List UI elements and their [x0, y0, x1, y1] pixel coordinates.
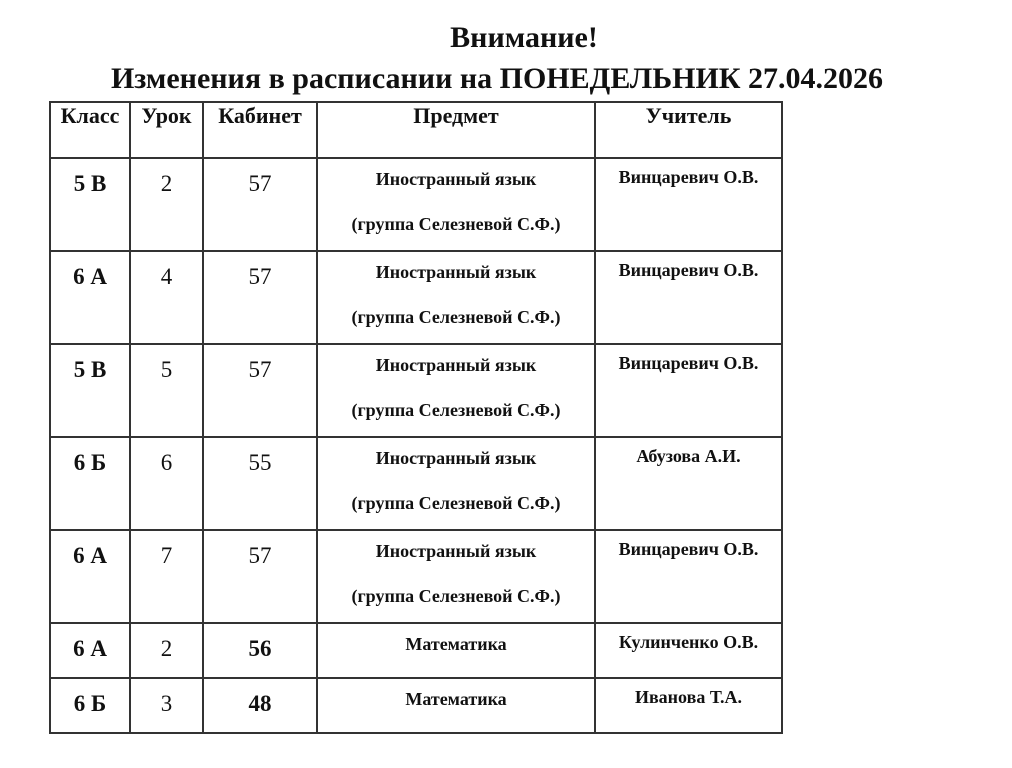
table-row	[50, 678, 782, 733]
table-row	[50, 158, 782, 251]
cell-class: 6 Б	[50, 678, 130, 733]
cell-subject	[317, 344, 595, 437]
cell-teacher: Абузова А.И.	[595, 437, 782, 530]
cell-room: 56	[203, 623, 317, 678]
cell-lesson: 7	[130, 530, 203, 623]
table-row	[50, 437, 782, 530]
cell-teacher: Кулинченко О.В.	[595, 623, 782, 678]
subject-group: (группа Селезневой С.Ф.)	[351, 307, 561, 327]
subject-group: (группа Селезневой С.Ф.)	[351, 400, 561, 420]
cell-teacher: Винцаревич О.В.	[595, 530, 782, 623]
cell-subject	[317, 437, 595, 530]
cell-class: 5 В	[50, 344, 130, 437]
table-row	[50, 530, 782, 623]
table-header-row	[50, 102, 782, 158]
subject-name: Иностранный язык	[375, 541, 537, 561]
cell-room: 48	[203, 678, 317, 733]
header-subject: Предмет	[317, 102, 595, 158]
cell-lesson: 5	[130, 344, 203, 437]
subject-name: Иностранный язык	[375, 169, 537, 189]
table-row	[50, 344, 782, 437]
cell-lesson: 3	[130, 678, 203, 733]
cell-lesson: 6	[130, 437, 203, 530]
table-row	[50, 623, 782, 678]
schedule-table	[49, 101, 783, 734]
notice-title: Изменения в расписании на ПОНЕДЕЛЬНИК 27.04.2026	[110, 62, 884, 95]
cell-class: 6 А	[50, 623, 130, 678]
cell-teacher: Винцаревич О.В.	[595, 251, 782, 344]
header-class: Класс	[50, 102, 130, 158]
cell-class: 5 В	[50, 158, 130, 251]
subject-name: Математика	[405, 689, 507, 709]
cell-teacher: Иванова Т.А.	[595, 678, 782, 733]
subject-group: (группа Селезневой С.Ф.)	[351, 493, 561, 513]
cell-subject	[317, 678, 595, 733]
cell-lesson: 4	[130, 251, 203, 344]
cell-lesson: 2	[130, 623, 203, 678]
cell-class: 6 Б	[50, 437, 130, 530]
subject-group: (группа Селезневой С.Ф.)	[351, 586, 561, 606]
cell-subject	[317, 251, 595, 344]
table-row	[50, 251, 782, 344]
cell-class: 6 А	[50, 251, 130, 344]
cell-subject	[317, 623, 595, 678]
cell-subject	[317, 158, 595, 251]
subject-name: Иностранный язык	[375, 355, 537, 375]
subject-name: Иностранный язык	[375, 262, 537, 282]
cell-room: 55	[203, 437, 317, 530]
notice-attention: Внимание!	[450, 21, 598, 54]
cell-teacher: Винцаревич О.В.	[595, 158, 782, 251]
header-lesson: Урок	[130, 102, 203, 158]
subject-name: Иностранный язык	[375, 448, 537, 468]
cell-room: 57	[203, 530, 317, 623]
subject-group: (группа Селезневой С.Ф.)	[351, 214, 561, 234]
cell-room: 57	[203, 251, 317, 344]
cell-subject	[317, 530, 595, 623]
header-room: Кабинет	[203, 102, 317, 158]
cell-lesson: 2	[130, 158, 203, 251]
cell-room: 57	[203, 344, 317, 437]
subject-name: Математика	[405, 634, 507, 654]
cell-teacher: Винцаревич О.В.	[595, 344, 782, 437]
cell-room: 57	[203, 158, 317, 251]
cell-class: 6 А	[50, 530, 130, 623]
header-teacher: Учитель	[595, 102, 782, 158]
